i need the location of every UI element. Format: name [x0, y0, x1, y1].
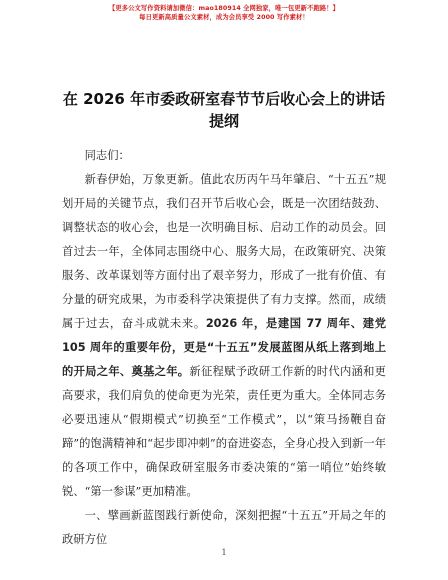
salutation: 同志们： [84, 149, 130, 162]
title-line-1: 在 2026 年市委政研室春节节后收心会上的讲话 [62, 90, 386, 108]
paragraph-intro-tail: 新征程赋予政研工作新的时代内涵和更高要求，我们肩负的使命更为光荣，责任更为重大。全体同志务必要迅速从“假期模式”切换至“工作模式”，以“策马扬鞭自奋蹄”的饱满精神和“起步即冲刺”的奋进姿态，全身心投入到新一年的各项工作中，确保政研室服务市委决策的“第一哨位”始终敏锐、“第一参谋”更加精准。 [62, 365, 386, 498]
paragraph-intro [62, 168, 386, 504]
paragraph-intro-text: 新春伊始，万象更新。值此农历丙午马年肇启、“十五五”规划开局的关键节点，我们召开节后收心会，既是一次团结鼓劲、调整状态的收心会，也是一次明确目标、启动工作的动员会。回首过去一年，全体同志围绕中心、服务大局，在政策研究、决策服务、改革谋划等方面付出了艰辛努力，形成了一批有价值、有分量的研究成果，为市委科学决策提供了有力支撑。然而，成绩属于过去，奋斗成就未来。 [62, 173, 386, 330]
banner-line-2: 每日更新高质量公文素材，成为会员享受 2000 写作素材！ [139, 14, 309, 21]
title-line-2: 提纲 [208, 112, 239, 130]
document-body [62, 144, 386, 552]
paragraph-intro-emphasis: 2026 年，是建国 77 周年、建党 105 周年的重要年份，更是“十五五”发展蓝图从纸上落到地上的开局之年、奠基之年。 [62, 317, 386, 378]
page-title [58, 88, 390, 132]
section-heading-1: 一、擘画新蓝图践行新使命，深刻把握“十五五”开局之年的政研方位 [62, 509, 386, 546]
page-number: 1 [221, 548, 227, 557]
promo-banner [0, 4, 448, 22]
banner-line-1: 【更多公文写作资料请加微信：mao180914 全网独家，唯一包更新不跑路！】 [108, 5, 340, 12]
